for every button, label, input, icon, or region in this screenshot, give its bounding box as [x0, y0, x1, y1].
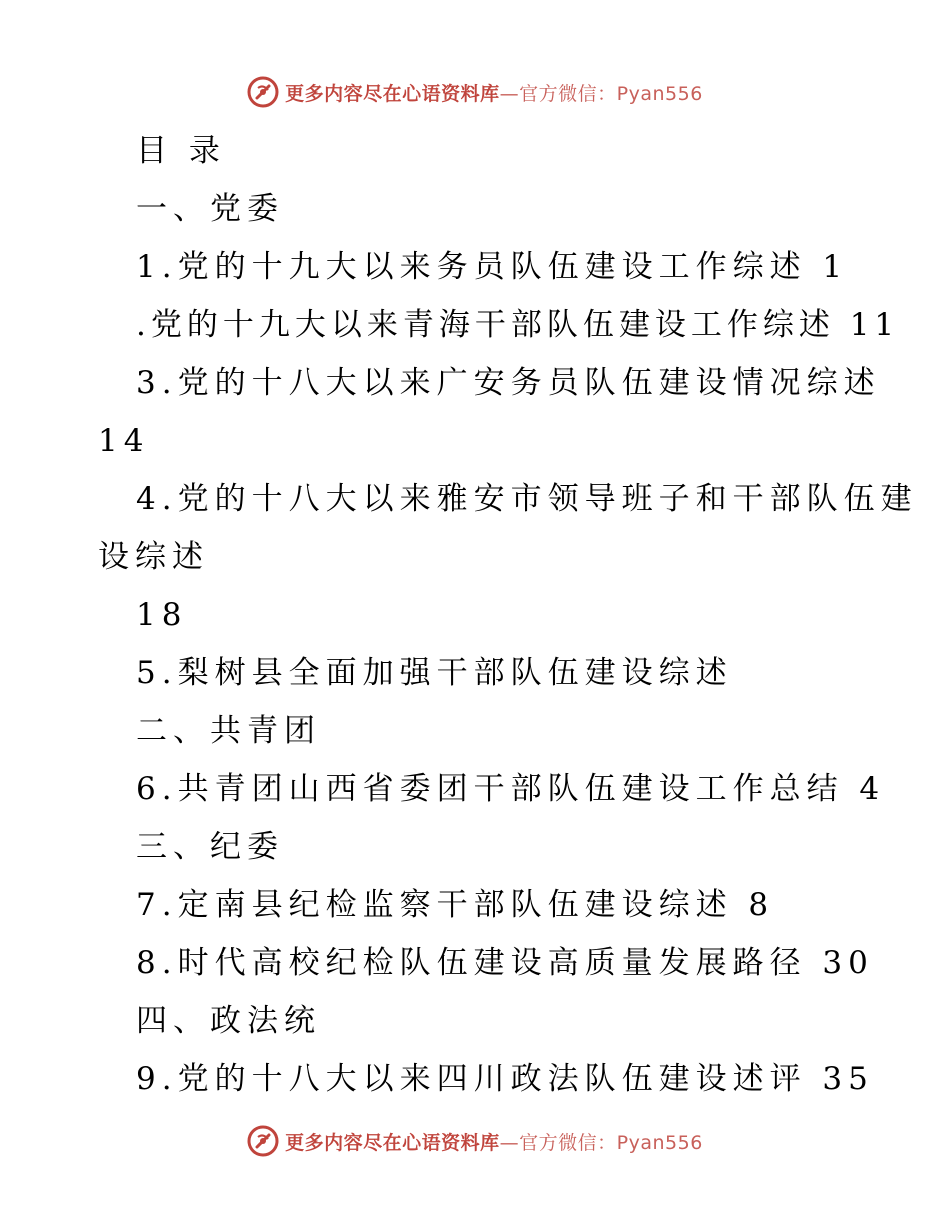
- header-banner-content: [247, 76, 703, 108]
- toc-entry: 1.党的十九大以来务员队伍建设工作综述 1: [136, 249, 849, 285]
- toc-entry: 4.党的十八大以来雅安市领导班子和干部队伍建: [136, 481, 918, 517]
- toc-entry: 9.党的十八大以来四川政法队伍建设述评 35: [136, 1061, 874, 1097]
- toc-entry: 18: [136, 597, 188, 633]
- toc-entry: 7.定南县纪检监察干部队伍建设综述 8: [136, 887, 775, 923]
- toc-entry: 一、党委: [136, 191, 284, 227]
- toc-entry: 5.梨树县全面加强干部队伍建设综述: [136, 655, 733, 691]
- toc-entry: 8.时代高校纪检队伍建设高质量发展路径 30: [136, 945, 874, 981]
- banner-tail-text: —官方微信：Pyan556: [499, 82, 703, 105]
- banner-tail-text: —官方微信：Pyan556: [499, 1131, 703, 1154]
- toc-entry: 二、共青团: [136, 713, 321, 749]
- toc-title: 目 录: [136, 133, 226, 169]
- toc-entry: 四、政法统: [136, 1003, 321, 1039]
- seal-logo-icon: [247, 1125, 279, 1157]
- toc-entry: 设综述: [98, 539, 209, 575]
- banner-main-text: 更多内容尽在心语资料库: [285, 1131, 500, 1154]
- toc-entry: 三、纪委: [136, 829, 284, 865]
- footer-banner: [0, 1121, 950, 1161]
- banner-text: [285, 1128, 703, 1155]
- banner-text: [285, 79, 703, 106]
- toc-entry: 6.共青团山西省委团干部队伍建设工作总结 4: [136, 771, 886, 807]
- header-banner: [0, 72, 950, 112]
- seal-logo-icon: [247, 76, 279, 108]
- toc-entry: 3.党的十八大以来广安务员队伍建设情况综述: [136, 365, 881, 401]
- table-of-contents: [98, 122, 918, 1108]
- toc-entry: 14: [98, 423, 150, 459]
- toc-lines: [98, 180, 918, 1108]
- banner-main-text: 更多内容尽在心语资料库: [285, 82, 500, 105]
- footer-banner-content: [247, 1125, 703, 1157]
- toc-entry: .党的十九大以来青海干部队伍建设工作综述 11: [136, 307, 900, 343]
